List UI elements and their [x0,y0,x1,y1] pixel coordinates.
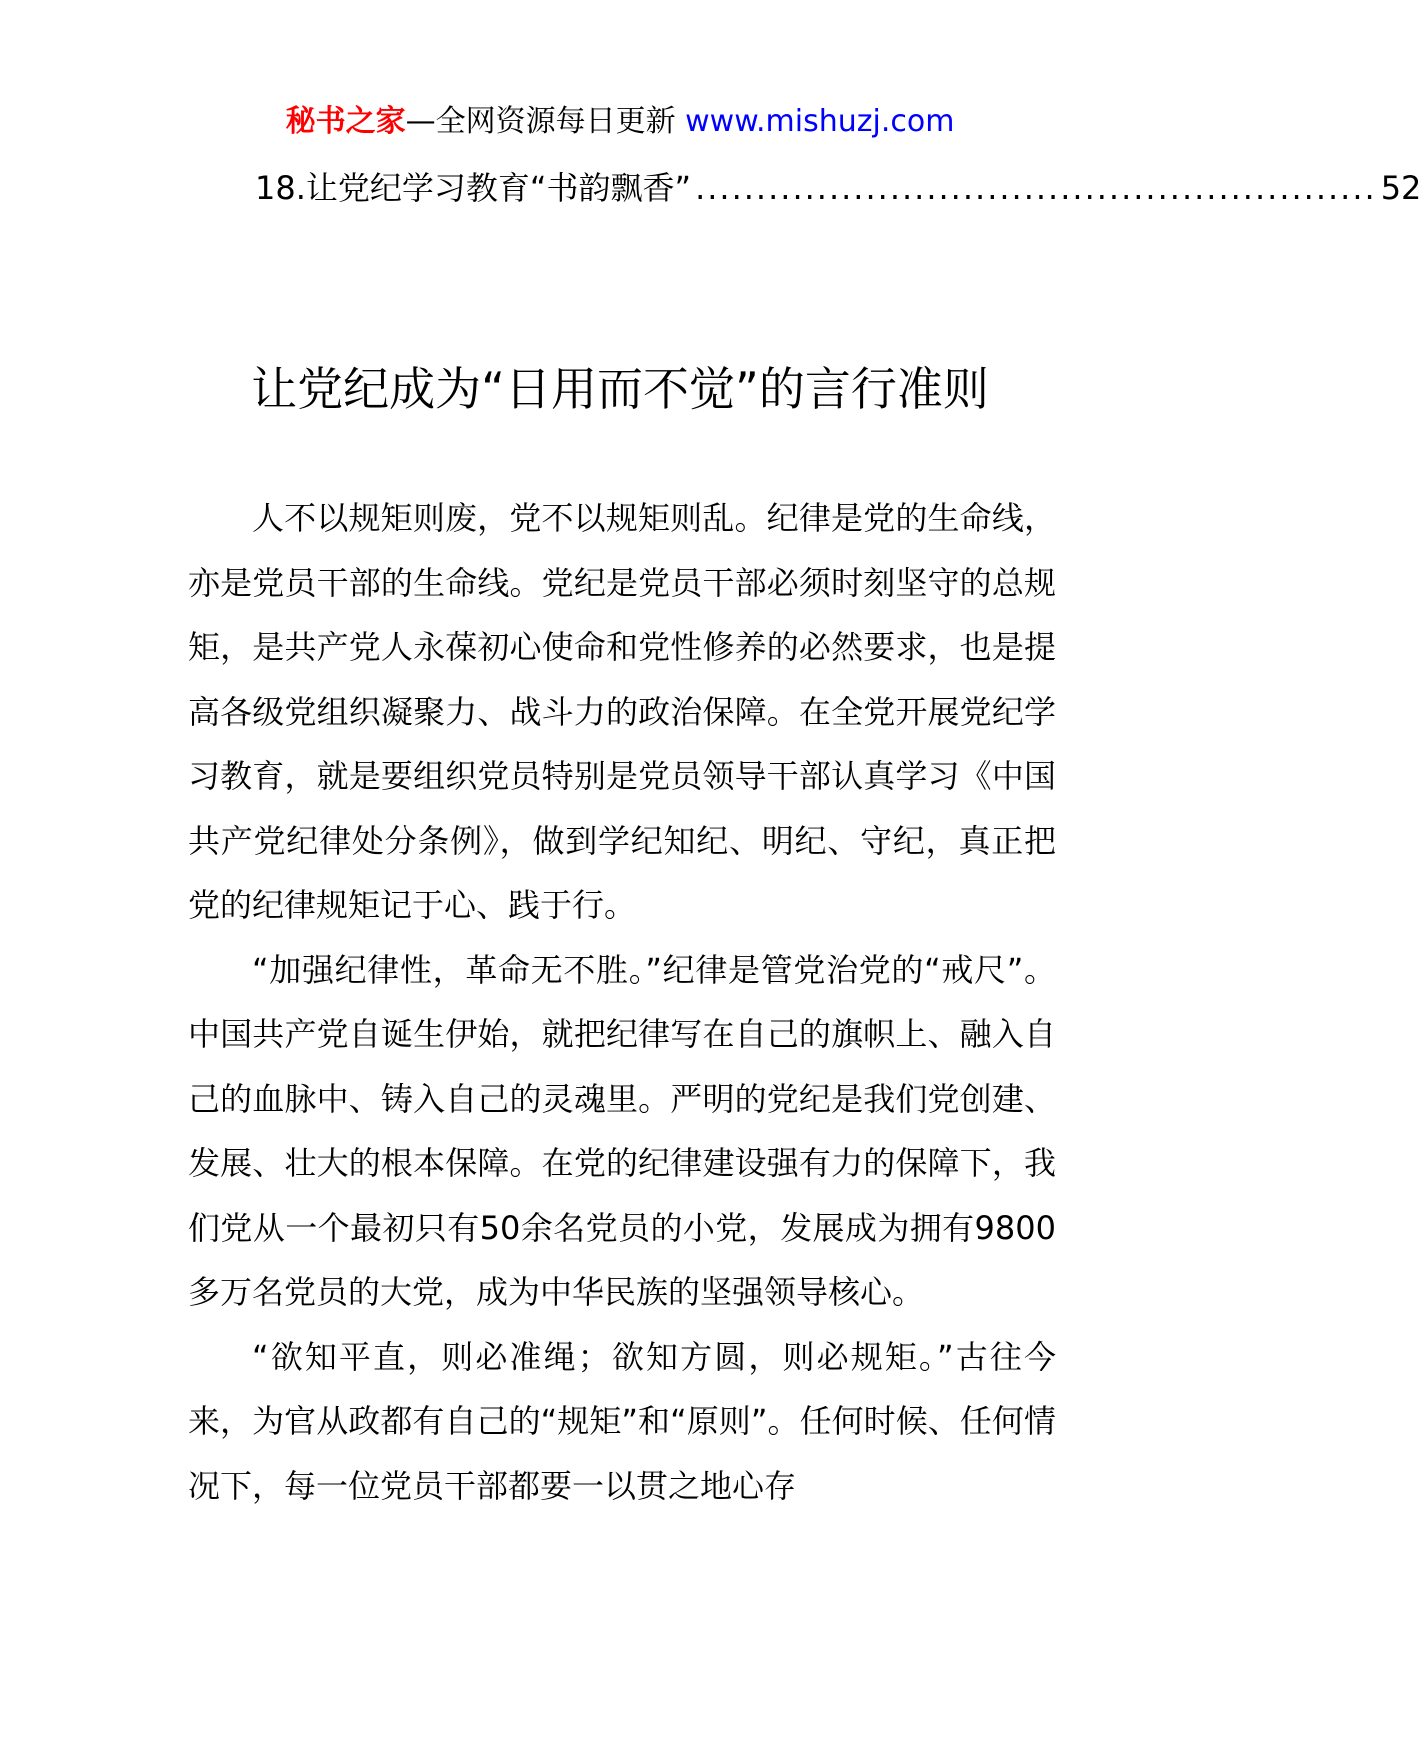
website-link[interactable]: www.mishuzj.com [685,104,955,139]
toc-entry[interactable] [255,166,1421,210]
paragraph-2: “加强纪律性，革命无不胜。”纪律是管党治党的“戒尺”。中国共产党自诞生伊始，就把纪律写在自己的旗帜上、融入自己的血脉中、铸入自己的灵魂里。严明的党纪是我们党创建、发展、壮大的根本保障。在党的纪律建设强有力的保障下，我们党从一个最初只有50余名党员的小党，发展成为拥有9800多万名党员的大党，成为中华民族的坚强领导核心。 [188,950,1056,1311]
toc-leader-dots: ........................................................ [695,169,1377,207]
paragraph-3: “欲知平直，则必准绳；欲知方圆，则必规矩。”古往今来，为官从政都有自己的“规矩”和“原则”。任何时候、任何情况下，每一位党员干部都要一以贯之地心存 [188,1337,1056,1505]
toc-entry-title: 18.让党纪学习教育“书韵飘香” [255,169,692,207]
toc-page-number: 52 [1380,169,1421,207]
article-title: 让党纪成为“日用而不觉”的言行准则 [251,362,989,416]
brand-name: 秘书之家 [285,104,406,139]
article-body [188,486,1056,1518]
site-header [0,100,1240,144]
header-tagline: —全网资源每日更新 [405,104,676,139]
paragraph-1: 人不以规矩则废，党不以规矩则乱。纪律是党的生命线，亦是党员干部的生命线。党纪是党员干部必须时刻坚守的总规矩，是共产党人永葆初心使命和党性修养的必然要求，也是提高各级党组织凝聚力、战斗力的政治保障。在全党开展党纪学习教育，就是要组织党员特别是党员领导干部认真学习《中国共产党纪律处分条例》，做到学纪知纪、明纪、守纪，真正把党的纪律规矩记于心、践于行。 [188,499,1056,924]
